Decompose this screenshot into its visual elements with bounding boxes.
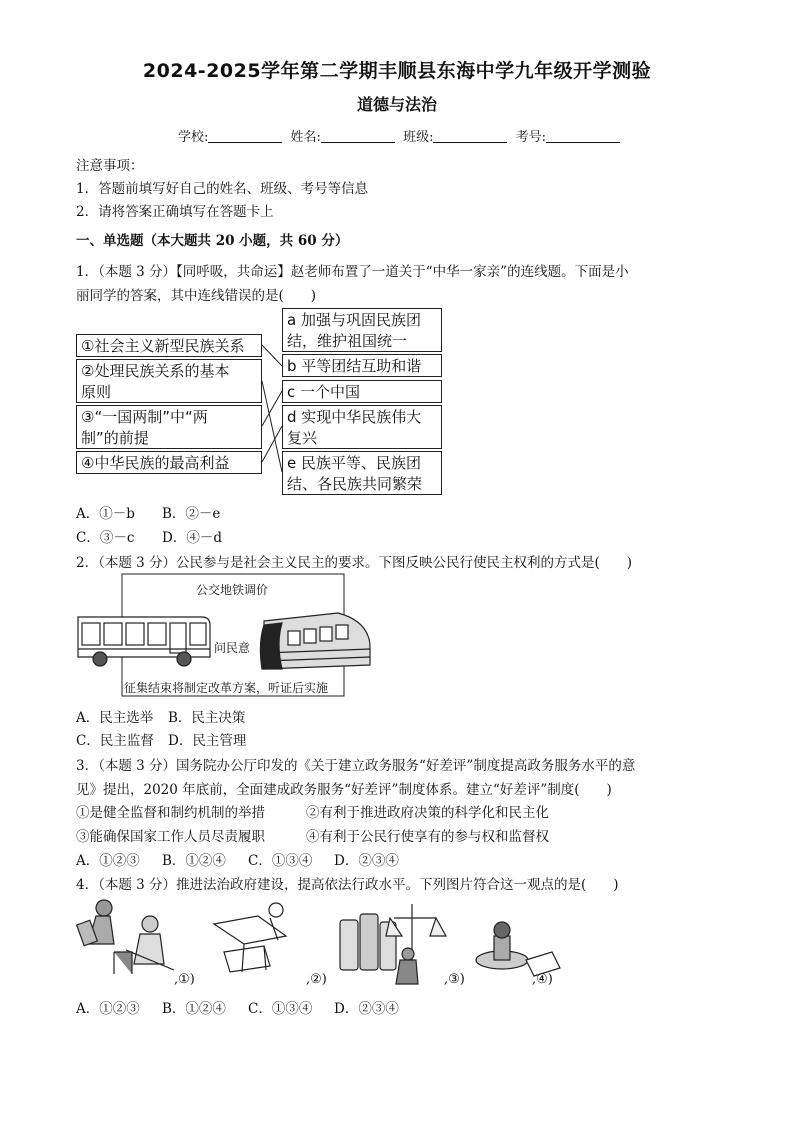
match-right-item: d 实现中华民族伟大 复兴 bbox=[282, 405, 442, 449]
question-3-statements bbox=[76, 801, 549, 821]
match-left-item: ④中华民族的最高利益 bbox=[76, 451, 262, 474]
question-4-options bbox=[76, 997, 420, 1017]
question-4-text: 4．（本题 3 分）推进法治政府建设，提高依法行政水平。下列图片符合这一观点的是( ) bbox=[76, 877, 619, 893]
name-label: 姓名: bbox=[290, 130, 321, 145]
match-right-item: c 一个中国 bbox=[282, 380, 442, 403]
option-a[interactable]: A．①②③ bbox=[76, 1001, 140, 1017]
cartoon-3-image bbox=[340, 904, 446, 984]
option-c[interactable]: C．③－c bbox=[76, 530, 135, 546]
cartoon-caption: ,③) bbox=[444, 972, 465, 987]
notice-item: 2．请将答案正确填写在答题卡上 bbox=[76, 204, 274, 220]
match-right-item: a 加强与巩固民族团 结，维护祖国统一 bbox=[282, 308, 442, 352]
statement: ③能确保国家工作人员尽责履职 bbox=[76, 829, 265, 845]
option-d[interactable]: D．②③④ bbox=[334, 1001, 399, 1017]
option-b[interactable]: B．①②④ bbox=[162, 853, 226, 869]
school-label: 学校: bbox=[178, 130, 209, 145]
question-3-text: 见》提出，2020 年底前，全面建成政务服务“好差评”制度体系。建立“好差评”制度( ) bbox=[76, 782, 612, 798]
option-c[interactable]: C．①③④ bbox=[248, 853, 313, 869]
question-2-options bbox=[76, 729, 260, 749]
figure-mid-label: 问民意 bbox=[214, 641, 251, 655]
class-label: 班级: bbox=[403, 130, 434, 145]
figure-top-label: 公交地铁调价 bbox=[196, 583, 269, 597]
option-b[interactable]: B．①②④ bbox=[162, 1001, 226, 1017]
option-b[interactable]: B．民主决策 bbox=[168, 710, 246, 726]
question-1-options bbox=[76, 526, 248, 546]
page-title: 2024-2025学年第二学期丰顺县东海中学九年级开学测验 bbox=[142, 60, 652, 82]
exam-number-label: 考号: bbox=[515, 130, 546, 145]
question-3-text: 3．（本题 3 分）国务院办公厅印发的《关于建立政务服务“好差评”制度提高政务服务水平的意 bbox=[76, 758, 636, 774]
option-d[interactable]: D．②③④ bbox=[334, 853, 399, 869]
section-heading: 一、单选题（本大题共 20 小题，共 60 分） bbox=[76, 233, 349, 249]
match-left-item: ②处理民族关系的基本 原则 bbox=[76, 359, 262, 403]
option-d[interactable]: D．④－d bbox=[162, 530, 222, 546]
match-right-item: e 民族平等、民族团 结、各民族共同繁荣 bbox=[282, 451, 442, 495]
notice-item: 1．答题前填写好自己的姓名、班级、考号等信息 bbox=[76, 181, 369, 197]
cartoon-caption: ,④) bbox=[532, 972, 553, 987]
subject-title: 道德与法治 bbox=[356, 95, 437, 114]
statement: ①是健全监督和制约机制的举措 bbox=[76, 805, 265, 821]
match-left-item: ③“一国两制”中“两 制”的前提 bbox=[76, 405, 262, 449]
option-b[interactable]: B．②－e bbox=[162, 506, 221, 522]
option-c[interactable]: C．①③④ bbox=[248, 1001, 313, 1017]
question-3-options bbox=[76, 849, 420, 869]
statement: ②有利于推进政府决策的科学化和民主化 bbox=[306, 805, 549, 821]
question-2-text: 2．（本题 3 分）公民参与是社会主义民主的要求。下图反映公民行使民主权利的方式是( ) bbox=[76, 555, 633, 571]
match-left-item: ①社会主义新型民族关系 bbox=[76, 334, 262, 357]
question-2-figure bbox=[76, 573, 372, 699]
option-d[interactable]: D．民主管理 bbox=[168, 733, 247, 749]
question-3-statements bbox=[76, 825, 549, 845]
question-1-text: 丽同学的答案，其中连线错误的是( ) bbox=[76, 288, 317, 304]
question-1-text: 1．（本题 3 分）【同呼吸，共命运】赵老师布置了一道关于“中华一家亲”的连线题。下面是小 bbox=[76, 264, 629, 280]
cartoon-caption: ,②) bbox=[306, 972, 327, 987]
cartoon-4-image bbox=[476, 922, 560, 976]
question-1-options bbox=[76, 502, 248, 522]
match-right-item: b 平等团结互助和谐 bbox=[282, 354, 442, 377]
statement: ④有利于公民行使享有的参与权和监督权 bbox=[306, 829, 549, 845]
cartoon-1-image bbox=[77, 900, 174, 974]
matching-lines bbox=[0, 0, 794, 520]
option-c[interactable]: C．民主监督 bbox=[76, 733, 154, 749]
option-a[interactable]: A．①－b bbox=[76, 506, 135, 522]
notice-heading: 注意事项： bbox=[76, 158, 144, 174]
cartoon-2-image bbox=[214, 903, 286, 972]
cartoon-caption: ,①) bbox=[174, 972, 195, 987]
option-a[interactable]: A．①②③ bbox=[76, 853, 140, 869]
option-a[interactable]: A．民主选举 bbox=[76, 710, 154, 726]
figure-bottom-label: 征集结束将制定改革方案，听证后实施 bbox=[124, 681, 329, 695]
question-2-options bbox=[76, 706, 260, 726]
metro-train-icon bbox=[260, 613, 370, 669]
